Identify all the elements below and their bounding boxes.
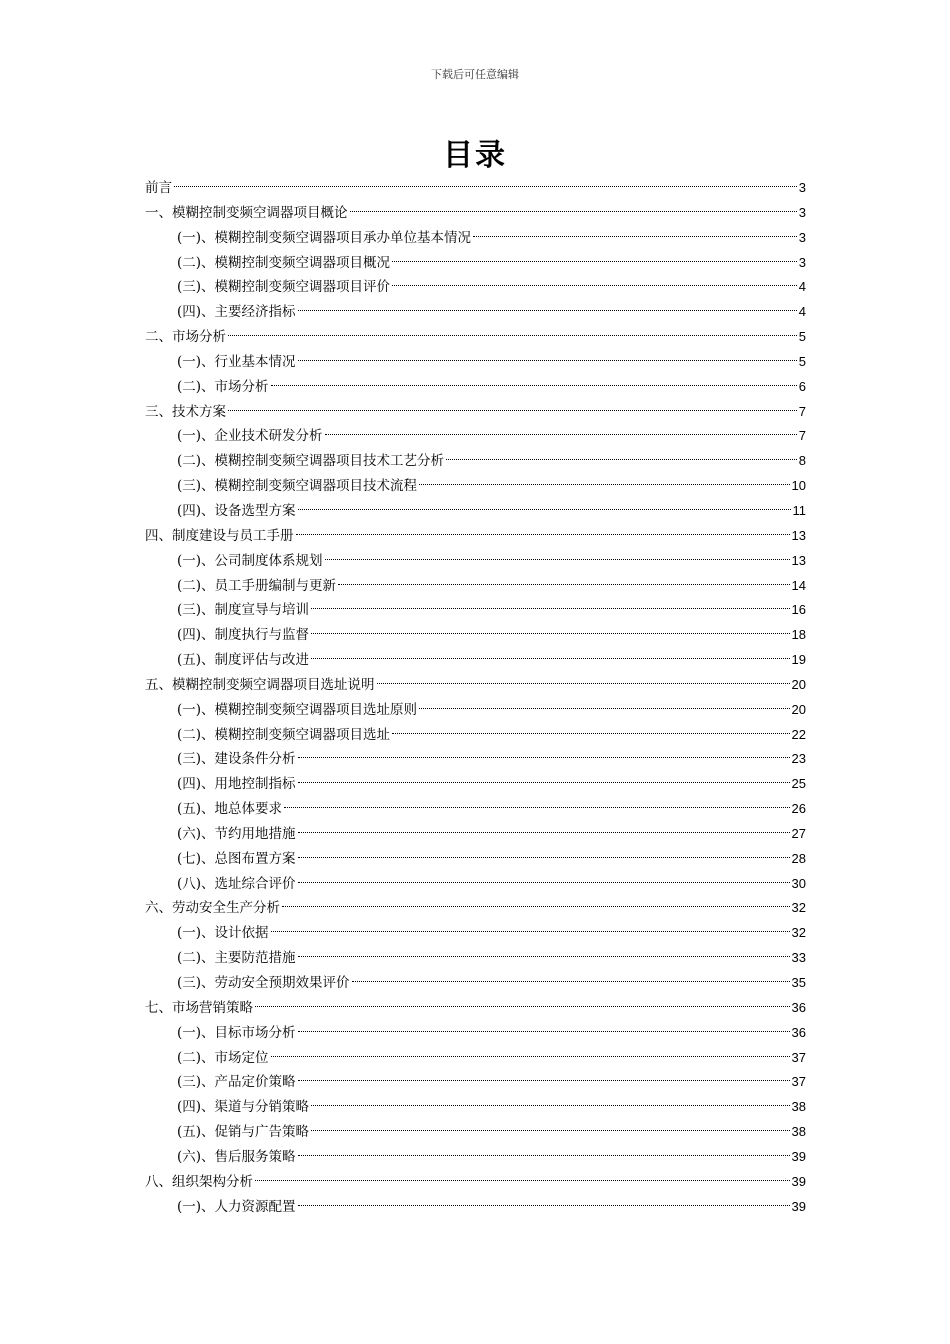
toc-entry-page-number: 19 [791, 652, 806, 668]
toc-entry[interactable] [145, 1095, 806, 1120]
toc-entry-page-number: 30 [791, 875, 806, 891]
toc-entry-label: (三)、模糊控制变频空调器项目技术流程 [177, 478, 418, 495]
dot-leader [255, 1006, 790, 1007]
toc-entry[interactable] [145, 201, 806, 226]
toc-entry-label: (一)、公司制度体系规划 [177, 552, 323, 569]
toc-entry-label: (一)、行业基本情况 [177, 353, 296, 370]
toc-entry[interactable] [145, 772, 806, 797]
toc-entry-label: 六、劳动安全生产分析 [145, 900, 280, 917]
toc-entry[interactable] [145, 996, 806, 1021]
toc-entry[interactable] [145, 449, 806, 474]
toc-entry[interactable] [145, 797, 806, 822]
dot-leader [228, 410, 797, 411]
toc-entry[interactable] [145, 251, 806, 276]
toc-entry-page-number: 22 [791, 726, 806, 742]
toc-entry-label: (七)、总图布置方案 [177, 850, 296, 867]
toc-entry-page-number: 36 [791, 1024, 806, 1040]
toc-entry-page-number: 20 [791, 676, 806, 692]
toc-entry[interactable] [145, 698, 806, 723]
dot-leader [338, 584, 789, 585]
toc-entry-label: 四、制度建设与员工手册 [145, 527, 294, 544]
toc-entry[interactable] [145, 822, 806, 847]
toc-entry[interactable] [145, 375, 806, 400]
toc-entry-page-number: 13 [791, 552, 806, 568]
toc-entry-page-number: 13 [791, 527, 806, 543]
toc-entry-label: (四)、主要经济指标 [177, 304, 296, 321]
toc-entry-page-number: 5 [798, 353, 806, 369]
toc-entry-page-number: 14 [791, 577, 806, 593]
dot-leader [311, 633, 789, 634]
dot-leader [228, 335, 797, 336]
toc-entry[interactable] [145, 176, 806, 201]
toc-entry[interactable] [145, 1145, 806, 1170]
toc-entry-label: 七、市场营销策略 [145, 999, 253, 1016]
toc-entry[interactable] [145, 350, 806, 375]
dot-leader [298, 310, 797, 311]
toc-entry-page-number: 4 [798, 304, 806, 320]
toc-entry-label: (五)、地总体要求 [177, 801, 283, 818]
toc-entry[interactable] [145, 1120, 806, 1145]
toc-entry[interactable] [145, 524, 806, 549]
toc-entry-label: (二)、模糊控制变频空调器项目概况 [177, 254, 391, 271]
toc-entry[interactable] [145, 424, 806, 449]
dot-leader [350, 211, 797, 212]
toc-entry-label: 一、模糊控制变频空调器项目概论 [145, 204, 348, 221]
toc-entry-label: (三)、制度宣导与培训 [177, 602, 310, 619]
toc-entry[interactable] [145, 1195, 806, 1220]
toc-entry-label: (六)、售后服务策略 [177, 1148, 296, 1165]
toc-entry-page-number: 25 [791, 776, 806, 792]
dot-leader [298, 1205, 790, 1206]
toc-entry-label: (三)、产品定价策略 [177, 1074, 296, 1091]
dot-leader [325, 559, 790, 560]
dot-leader [377, 683, 790, 684]
dot-leader [174, 186, 797, 187]
toc-entry-page-number: 32 [791, 900, 806, 916]
dot-leader [419, 708, 789, 709]
dot-leader [311, 1130, 789, 1131]
toc-entry-page-number: 11 [792, 502, 806, 518]
toc-entry-page-number: 33 [791, 950, 806, 966]
toc-entry[interactable] [145, 921, 806, 946]
toc-entry-page-number: 3 [798, 204, 806, 220]
toc-entry-label: (八)、选址综合评价 [177, 875, 296, 892]
toc-entry-label: (一)、模糊控制变频空调器项目承办单位基本情况 [177, 229, 472, 246]
toc-entry[interactable] [145, 1170, 806, 1195]
dot-leader [352, 981, 790, 982]
toc-entry-label: (四)、制度执行与监督 [177, 627, 310, 644]
toc-entry-label: (一)、模糊控制变频空调器项目选址原则 [177, 701, 418, 718]
toc-entry-page-number: 37 [791, 1074, 806, 1090]
toc-entry[interactable] [145, 300, 806, 325]
toc-entry[interactable] [145, 623, 806, 648]
toc-entry-page-number: 8 [798, 453, 806, 469]
toc-entry-page-number: 37 [791, 1049, 806, 1065]
dot-leader [298, 782, 790, 783]
page-title: 目录 [443, 138, 507, 173]
toc-entry-page-number: 39 [791, 1148, 806, 1164]
toc-entry-page-number: 27 [791, 825, 806, 841]
dot-leader [298, 1155, 790, 1156]
toc-entry-label: (五)、促销与广告策略 [177, 1124, 310, 1141]
dot-leader [271, 931, 790, 932]
toc-entry-page-number: 36 [791, 999, 806, 1015]
dot-leader [298, 1031, 790, 1032]
dot-leader [419, 484, 789, 485]
toc-entry-label: (一)、企业技术研发分析 [177, 428, 323, 445]
toc-entry[interactable] [145, 1070, 806, 1095]
toc-entry[interactable] [145, 872, 806, 897]
toc-entry[interactable] [145, 896, 806, 921]
toc-entry[interactable] [145, 400, 806, 425]
toc-entry-page-number: 3 [798, 254, 806, 270]
toc-entry-label: (二)、模糊控制变频空调器项目技术工艺分析 [177, 453, 445, 470]
toc-entry-page-number: 5 [798, 329, 806, 345]
toc-entry-label: (三)、建设条件分析 [177, 751, 296, 768]
toc-entry-page-number: 3 [798, 180, 806, 195]
dot-leader [446, 459, 797, 460]
toc-entry-label: (二)、市场定位 [177, 1049, 269, 1066]
toc-entry-page-number: 38 [791, 1124, 806, 1140]
dot-leader [298, 857, 790, 858]
toc-entry[interactable] [145, 549, 806, 574]
dot-leader [298, 360, 797, 361]
toc-entry-page-number: 18 [791, 627, 806, 643]
dot-leader [298, 882, 790, 883]
toc-entry-label: (三)、劳动安全预期效果评价 [177, 975, 350, 991]
table-of-contents [145, 176, 806, 1219]
toc-entry-page-number: 39 [791, 1198, 806, 1214]
dot-leader [271, 385, 797, 386]
dot-leader [282, 906, 790, 907]
dot-leader [473, 236, 797, 237]
toc-entry[interactable] [145, 648, 806, 673]
dot-leader [325, 434, 797, 435]
toc-entry-label: (三)、模糊控制变频空调器项目评价 [177, 279, 391, 296]
toc-entry-page-number: 4 [798, 279, 806, 295]
toc-entry-page-number: 20 [791, 701, 806, 717]
toc-entry-label: (一)、目标市场分析 [177, 1024, 296, 1041]
toc-entry[interactable] [145, 226, 806, 251]
toc-entry-page-number: 6 [798, 378, 806, 394]
toc-entry[interactable] [145, 499, 806, 524]
dot-leader [298, 832, 790, 833]
toc-entry-page-number: 7 [798, 403, 806, 419]
toc-entry[interactable] [145, 971, 806, 996]
dot-leader [298, 956, 790, 957]
dot-leader [392, 261, 797, 262]
toc-entry-page-number: 35 [791, 975, 806, 990]
toc-entry-label: (四)、设备选型方案 [177, 502, 296, 519]
toc-entry-page-number: 26 [791, 801, 806, 817]
toc-entry-label: (一)、设计依据 [177, 925, 269, 942]
toc-entry-page-number: 23 [791, 751, 806, 767]
dot-leader [392, 733, 789, 734]
toc-entry[interactable] [145, 673, 806, 698]
toc-entry-label: (一)、人力资源配置 [177, 1198, 296, 1215]
toc-entry-label: (四)、用地控制指标 [177, 776, 296, 793]
toc-entry-label: 八、组织架构分析 [145, 1173, 253, 1190]
dot-leader [298, 757, 790, 758]
toc-entry[interactable] [145, 847, 806, 872]
toc-entry[interactable] [145, 474, 806, 499]
dot-leader [311, 658, 789, 659]
toc-entry[interactable] [145, 1046, 806, 1071]
toc-entry[interactable] [145, 747, 806, 772]
toc-entry-page-number: 16 [791, 602, 806, 618]
dot-leader [392, 285, 797, 286]
toc-entry-page-number: 39 [791, 1173, 806, 1189]
toc-entry-label: (四)、渠道与分销策略 [177, 1099, 310, 1116]
dot-leader [298, 509, 791, 510]
toc-entry[interactable] [145, 574, 806, 599]
toc-entry-page-number: 10 [791, 478, 806, 494]
toc-entry-page-number: 7 [798, 428, 806, 444]
page-header: 下载后可任意编辑 [431, 68, 519, 81]
toc-entry[interactable] [145, 946, 806, 971]
dot-leader [311, 608, 789, 609]
toc-entry-page-number: 3 [798, 229, 806, 245]
toc-entry-label: 三、技术方案 [145, 403, 226, 420]
toc-entry[interactable] [145, 325, 806, 350]
toc-entry[interactable] [145, 723, 806, 748]
toc-entry-label: 五、模糊控制变频空调器项目选址说明 [145, 676, 375, 693]
toc-entry-label: (二)、员工手册编制与更新 [177, 577, 337, 594]
dot-leader [255, 1180, 790, 1181]
toc-entry[interactable] [145, 598, 806, 623]
toc-entry-label: 前言 [145, 180, 172, 196]
dot-leader [284, 807, 789, 808]
toc-entry-label: 二、市场分析 [145, 329, 226, 346]
dot-leader [298, 1080, 790, 1081]
toc-entry-page-number: 38 [791, 1099, 806, 1115]
toc-entry[interactable] [145, 275, 806, 300]
toc-entry-label: (六)、节约用地措施 [177, 825, 296, 842]
toc-entry-label: (五)、制度评估与改进 [177, 652, 310, 669]
dot-leader [311, 1105, 789, 1106]
toc-entry-page-number: 28 [791, 850, 806, 866]
dot-leader [271, 1056, 790, 1057]
toc-entry-label: (二)、模糊控制变频空调器项目选址 [177, 726, 391, 743]
toc-entry[interactable] [145, 1021, 806, 1046]
dot-leader [296, 534, 790, 535]
toc-entry-label: (二)、主要防范措施 [177, 950, 296, 967]
toc-entry-page-number: 32 [791, 925, 806, 941]
toc-entry-label: (二)、市场分析 [177, 378, 269, 395]
